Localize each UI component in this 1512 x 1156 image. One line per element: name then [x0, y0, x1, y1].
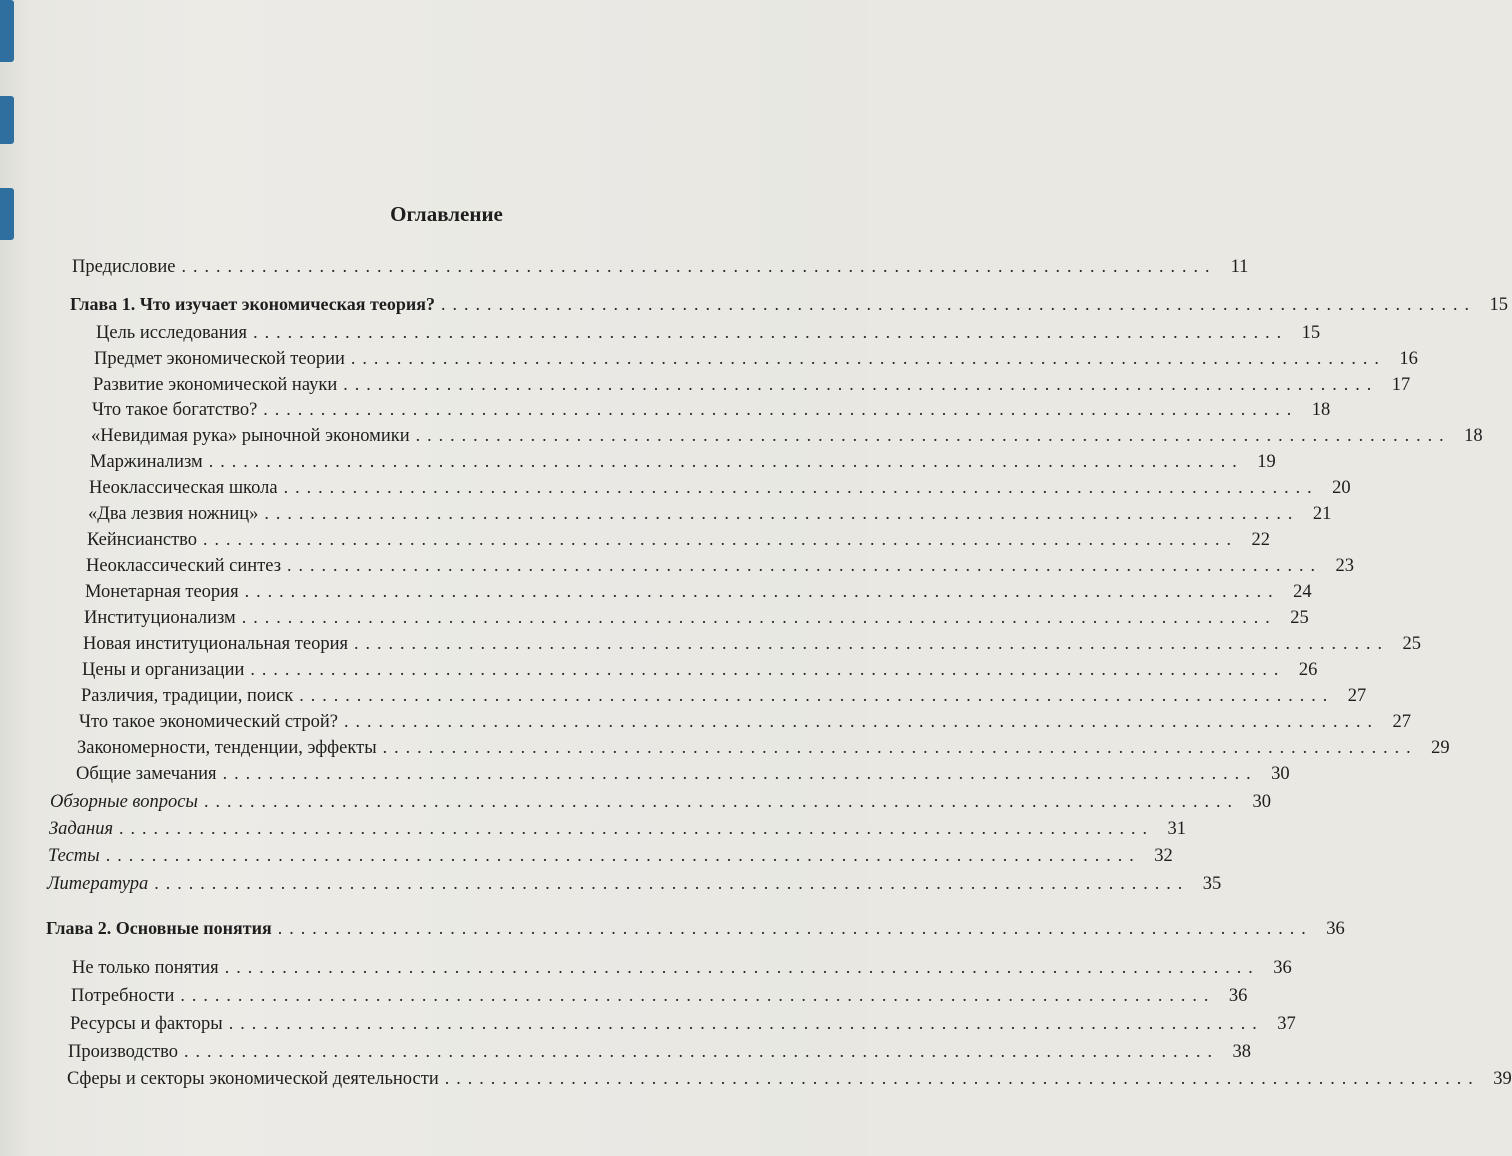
toc-entry-page: 23: [1335, 556, 1355, 576]
toc-entry-page: 32: [1154, 846, 1173, 866]
toc-entry-page: 26: [1298, 660, 1318, 680]
toc-entry-page: 29: [1431, 738, 1450, 758]
toc-entry-label: «Два лезвия ножниц»: [88, 504, 259, 524]
leader-dots: ..........................................................................................: [440, 294, 1476, 314]
leader-dots: ..........................................................................................: [264, 503, 1300, 523]
toc-entry-label: Производство: [68, 1042, 178, 1062]
toc-entry-page: 17: [1391, 375, 1411, 395]
leader-dots: ..........................................................................................: [250, 659, 1286, 679]
leader-dots: ..........................................................................................: [350, 348, 1386, 368]
toc-entry-page: 30: [1271, 764, 1290, 784]
toc-entry: [85, 581, 1312, 603]
toc-entry: [91, 425, 1483, 447]
spiral-binding-tab: [0, 96, 14, 144]
toc-entry-label: Задания: [49, 819, 114, 839]
leader-dots: ..........................................................................................: [244, 581, 1280, 601]
leader-dots: ..........................................................................................: [283, 477, 1319, 497]
toc-entry-label: Глава 1. Что изучает экономическая теория?: [70, 294, 435, 314]
toc-entry: [82, 659, 1318, 681]
toc-entry: [86, 555, 1355, 577]
leader-dots: ..........................................................................................: [208, 451, 1244, 471]
toc-entry: [96, 322, 1321, 344]
leader-dots: ..........................................................................................: [344, 711, 1379, 731]
toc-chapter: [70, 294, 1508, 316]
toc-entry-page: 30: [1252, 792, 1271, 812]
toc-entry-page: 15: [1489, 295, 1508, 315]
leader-dots: ..........................................................................................: [224, 957, 1260, 977]
toc-entry-page: 36: [1228, 986, 1248, 1006]
toc-entry-label: Литература: [47, 874, 149, 894]
toc-entry: [87, 529, 1271, 551]
toc-chapter: [46, 918, 1345, 940]
toc-entry-label: Общие замечания: [76, 764, 217, 784]
leader-dots: ..........................................................................................: [222, 763, 1258, 783]
leader-dots: ..........................................................................................: [154, 873, 1190, 893]
toc-entry-label: Не только понятия: [72, 958, 219, 978]
toc-entry: [93, 374, 1411, 396]
toc-entry-label: Закономерности, тенденции, эффекты: [77, 738, 377, 758]
toc-entry: [81, 685, 1367, 707]
leader-dots: ..........................................................................................: [183, 1041, 1219, 1061]
toc-entry-page: 36: [1273, 958, 1292, 978]
toc-entry-label: Предисловие: [72, 257, 176, 277]
toc-entry: [72, 256, 1249, 278]
toc-entry: [92, 399, 1331, 421]
toc-entry: [68, 1041, 1251, 1063]
toc-entry-page: 24: [1293, 582, 1312, 602]
toc-entry-label: Институционализм: [84, 608, 236, 628]
toc-entry-page: 25: [1290, 608, 1309, 628]
toc-entry: [84, 607, 1309, 629]
toc-entry-page: 19: [1257, 452, 1276, 472]
leader-dots: ..........................................................................................: [287, 555, 1323, 575]
toc-entry-label: Предмет экономической теории: [94, 349, 345, 369]
spiral-binding-tab: [0, 0, 14, 62]
toc-entry-page: 39: [1493, 1069, 1512, 1089]
toc-entry-page: 20: [1332, 478, 1351, 498]
toc-entry-label: Цены и организации: [82, 660, 245, 680]
toc-entry: [89, 477, 1351, 499]
toc-entry-page: 18: [1311, 400, 1331, 420]
toc-entry-label: Различия, традиции, поиск: [81, 686, 294, 706]
toc-entry: [90, 451, 1276, 473]
toc-entry: [71, 985, 1248, 1007]
toc-entry-label: Тесты: [48, 846, 100, 866]
toc-entry: [94, 348, 1418, 370]
toc-entry: [77, 737, 1450, 759]
toc-entry-label: Новая институциональная теория: [83, 634, 348, 654]
toc-entry: [88, 503, 1332, 525]
leader-dots: ..........................................................................................: [119, 818, 1155, 838]
leader-dots: ..........................................................................................: [444, 1068, 1480, 1088]
toc-entry-page: 38: [1232, 1042, 1251, 1062]
toc-entry-label: Сферы и секторы экономической деятельности: [67, 1069, 439, 1089]
toc-entry-label: Неоклассический синтез: [86, 556, 282, 576]
toc-entry-page: 31: [1167, 819, 1187, 839]
leader-dots: ..........................................................................................: [263, 399, 1299, 419]
leader-dots: ..........................................................................................: [253, 322, 1289, 342]
toc-entry: [79, 711, 1411, 733]
toc-entry-page: 36: [1326, 919, 1345, 939]
toc-entry: [72, 957, 1292, 979]
toc-entry-page: 11: [1230, 257, 1249, 277]
toc-entry-page: 37: [1277, 1014, 1296, 1034]
leader-dots: ..........................................................................................: [382, 737, 1418, 757]
toc-entry-label: Что такое богатство?: [92, 400, 258, 420]
toc-entry-label: Что такое экономический строй?: [79, 712, 338, 732]
toc-entry-label: «Невидимая рука» рыночной экономики: [91, 426, 410, 446]
toc-entry: [50, 791, 1271, 813]
toc-entry-label: Потребности: [71, 986, 175, 1006]
toc-entry-label: Глава 2. Основные понятия: [46, 918, 272, 938]
toc-entry-page: 27: [1347, 686, 1367, 706]
toc-entry-label: Неоклассическая школа: [89, 478, 278, 498]
toc-entry-label: Монетарная теория: [85, 582, 239, 602]
toc-entry: [67, 1068, 1512, 1090]
leader-dots: ..........................................................................................: [181, 256, 1217, 276]
leader-dots: ..........................................................................................: [415, 425, 1451, 445]
toc-entry-label: Цель исследования: [96, 323, 248, 343]
toc-entry-page: 15: [1301, 323, 1321, 343]
toc-entry-page: 22: [1251, 530, 1271, 550]
leader-dots: ..........................................................................................: [343, 374, 1379, 394]
toc-entry-label: Кейнсианство: [87, 530, 198, 550]
page-title: Оглавление: [390, 202, 503, 226]
toc-entry-label: Маржинализм: [90, 452, 203, 472]
toc-entry-label: Ресурсы и факторы: [70, 1014, 223, 1034]
toc-entry: [49, 818, 1187, 840]
leader-dots: ..........................................................................................: [353, 633, 1389, 653]
leader-dots: ..........................................................................................: [203, 529, 1239, 549]
toc-entry-page: 27: [1392, 712, 1411, 732]
toc-entry: [83, 633, 1421, 655]
leader-dots: ..........................................................................................: [241, 607, 1277, 627]
leader-dots: ..........................................................................................: [228, 1013, 1264, 1033]
toc-entry: [76, 763, 1290, 785]
toc-entry: [70, 1013, 1296, 1035]
toc-entry-label: Обзорные вопросы: [50, 792, 198, 812]
toc-entry-page: 35: [1202, 874, 1222, 894]
leader-dots: ..........................................................................................: [180, 985, 1216, 1005]
toc-entry-page: 25: [1402, 634, 1421, 654]
toc-entry-label: Развитие экономической науки: [93, 375, 338, 395]
leader-dots: ..........................................................................................: [299, 685, 1335, 705]
toc-entry-page: 16: [1399, 349, 1418, 369]
toc-entry: [47, 873, 1222, 895]
leader-dots: ..........................................................................................: [277, 918, 1313, 938]
toc-entry: [48, 845, 1173, 867]
toc-entry-page: 18: [1464, 426, 1483, 446]
leader-dots: ..........................................................................................: [203, 791, 1239, 811]
leader-dots: ..........................................................................................: [105, 845, 1141, 865]
toc-entry-page: 21: [1312, 504, 1332, 524]
